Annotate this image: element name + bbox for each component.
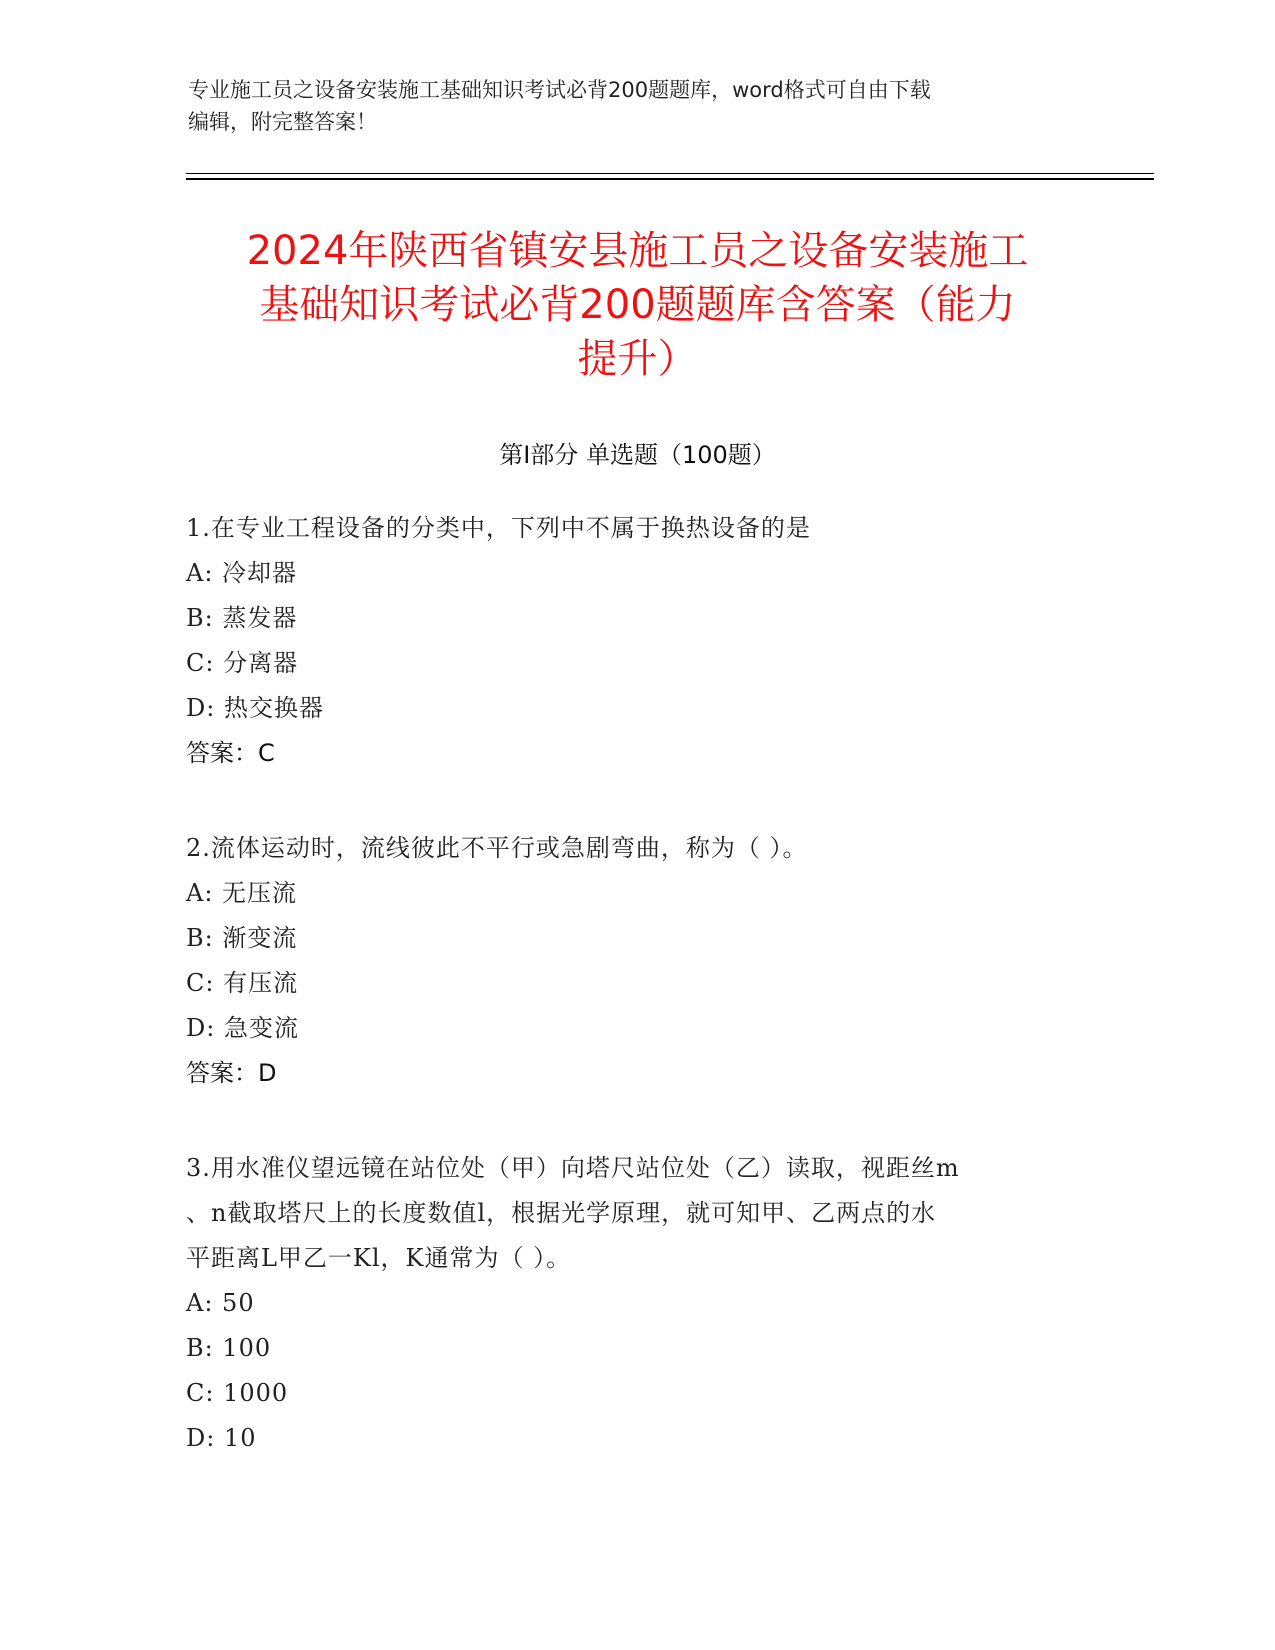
option-a: A: 冷却器 xyxy=(186,559,298,587)
option-d: D: 10 xyxy=(186,1424,257,1452)
header-note-line-1: 专业施工员之设备安装施工基础知识考试必背200题题库，word格式可自由下载 xyxy=(188,78,931,102)
option-b: B: 渐变流 xyxy=(186,924,298,952)
header-note xyxy=(188,74,1068,138)
question-stem: 2.流体运动时，流线彼此不平行或急剧弯曲，称为（ ）。 xyxy=(186,834,808,862)
option-c: C: 1000 xyxy=(186,1379,289,1407)
header-divider-thick xyxy=(186,178,1154,180)
question-1 xyxy=(186,506,1086,776)
option-c: C: 有压流 xyxy=(186,969,299,997)
option-b: B: 蒸发器 xyxy=(186,604,298,632)
header-divider-thin xyxy=(186,173,1154,174)
question-stem-line-2: 、n截取塔尺上的长度数值l，根据光学原理，就可知甲、乙两点的水 xyxy=(186,1199,937,1227)
answer: 答案：D xyxy=(186,1059,277,1087)
question-stem-line-3: 平距离L甲乙一Kl，K通常为（ ）。 xyxy=(186,1244,572,1272)
document-title-line-3: 提升） xyxy=(577,336,698,382)
option-b: B: 100 xyxy=(186,1334,272,1362)
question-3 xyxy=(186,1146,1086,1461)
document-title-line-1: 2024年陕西省镇安县施工员之设备安装施工 xyxy=(246,228,1029,274)
question-2 xyxy=(186,826,1086,1096)
option-a: A: 50 xyxy=(186,1289,255,1317)
answer: 答案：C xyxy=(186,739,275,767)
option-d: D: 急变流 xyxy=(186,1014,299,1042)
question-stem-line-1: 3.用水准仪望远镜在站位处（甲）向塔尺站位处（乙）读取，视距丝m xyxy=(186,1154,960,1182)
option-a: A: 无压流 xyxy=(186,879,298,907)
document-title xyxy=(150,224,1125,386)
document-title-line-2: 基础知识考试必背200题题库含答案（能力 xyxy=(259,282,1016,328)
section-title: 第I部分 单选题（100题） xyxy=(499,441,776,469)
option-d: D: 热交换器 xyxy=(186,694,324,722)
header-note-line-2: 编辑，附完整答案！ xyxy=(188,110,377,134)
question-stem: 1.在专业工程设备的分类中，下列中不属于换热设备的是 xyxy=(186,514,811,542)
option-c: C: 分离器 xyxy=(186,649,299,677)
